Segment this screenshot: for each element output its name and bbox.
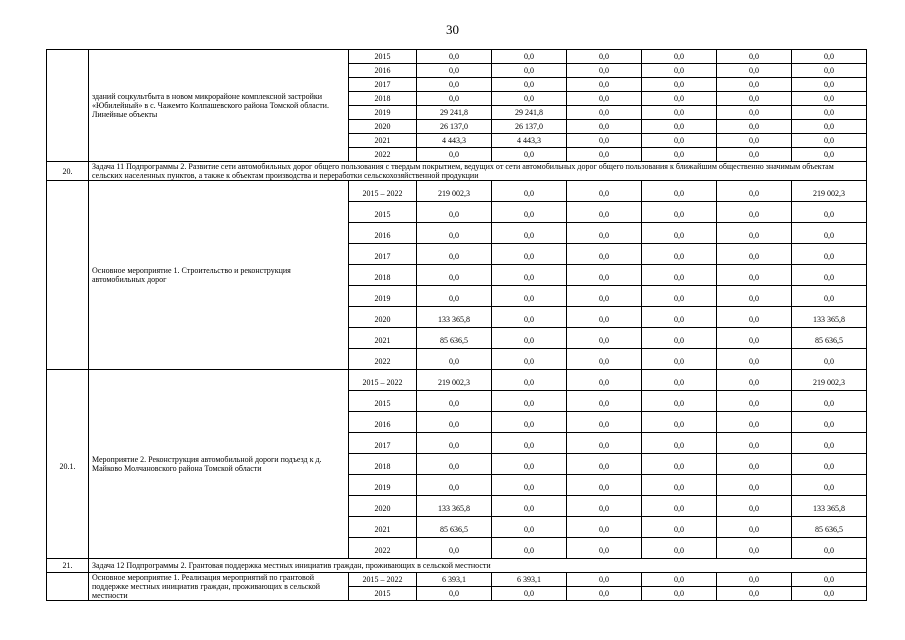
value-cell: 219 002,3 (417, 181, 492, 202)
value-cell: 0,0 (792, 64, 867, 78)
task-row (47, 559, 867, 573)
value-cell: 0,0 (567, 538, 642, 559)
value-cell: 0,0 (792, 573, 867, 587)
value-cell: 0,0 (642, 78, 717, 92)
value-cell: 0,0 (567, 120, 642, 134)
value-cell: 26 137,0 (417, 120, 492, 134)
value-cell: 0,0 (567, 78, 642, 92)
value-cell: 0,0 (642, 391, 717, 412)
value-cell: 0,0 (567, 202, 642, 223)
value-cell: 0,0 (642, 328, 717, 349)
value-cell: 0,0 (492, 349, 567, 370)
value-cell: 0,0 (792, 265, 867, 286)
value-cell: 0,0 (417, 454, 492, 475)
value-cell: 0,0 (717, 148, 792, 162)
value-cell: 0,0 (567, 286, 642, 307)
value-cell: 0,0 (792, 391, 867, 412)
task-row (47, 162, 867, 181)
year-cell: 2019 (349, 286, 417, 307)
year-cell: 2015 (349, 202, 417, 223)
value-cell: 0,0 (642, 454, 717, 475)
value-cell: 0,0 (567, 587, 642, 601)
value-cell: 0,0 (792, 148, 867, 162)
year-cell: 2022 (349, 349, 417, 370)
value-cell: 0,0 (417, 587, 492, 601)
year-cell: 2015 (349, 391, 417, 412)
value-cell: 4 443,3 (492, 134, 567, 148)
year-cell: 2015 (349, 50, 417, 64)
row-number: 20.1. (47, 370, 89, 559)
value-cell: 0,0 (717, 120, 792, 134)
table-row (47, 370, 867, 391)
budget-table (46, 49, 867, 601)
value-cell: 6 393,1 (492, 573, 567, 587)
value-cell: 0,0 (567, 307, 642, 328)
value-cell: 0,0 (417, 78, 492, 92)
value-cell: 0,0 (642, 286, 717, 307)
task-number: 20. (47, 162, 89, 181)
value-cell: 0,0 (417, 433, 492, 454)
year-cell: 2021 (349, 134, 417, 148)
table-row (47, 181, 867, 202)
year-cell: 2017 (349, 433, 417, 454)
value-cell: 0,0 (492, 433, 567, 454)
value-cell: 0,0 (492, 587, 567, 601)
value-cell: 0,0 (717, 134, 792, 148)
year-cell: 2019 (349, 475, 417, 496)
value-cell: 0,0 (717, 244, 792, 265)
value-cell: 0,0 (792, 92, 867, 106)
value-cell: 0,0 (717, 587, 792, 601)
value-cell: 0,0 (417, 92, 492, 106)
value-cell: 0,0 (717, 328, 792, 349)
value-cell: 0,0 (567, 517, 642, 538)
value-cell: 0,0 (567, 50, 642, 64)
value-cell: 0,0 (642, 134, 717, 148)
value-cell: 0,0 (792, 202, 867, 223)
task-text: Задача 11 Подпрограммы 2. Развитие сети автомобильных дорог общего пользования с твердым покрытием, ведущих от сети автомобильных дорог общего пользования к ближайшим общественно значимым объектам сельских населенных пунктов, а также к объектам производства и переработки сельскохозяйственной продукции (89, 162, 867, 181)
value-cell: 0,0 (567, 181, 642, 202)
value-cell: 0,0 (717, 286, 792, 307)
row-number (47, 181, 89, 370)
value-cell: 0,0 (642, 475, 717, 496)
value-cell: 0,0 (567, 573, 642, 587)
value-cell: 0,0 (642, 181, 717, 202)
value-cell: 0,0 (492, 286, 567, 307)
value-cell: 0,0 (717, 307, 792, 328)
value-cell: 0,0 (492, 265, 567, 286)
value-cell: 0,0 (642, 517, 717, 538)
value-cell: 0,0 (492, 244, 567, 265)
value-cell: 0,0 (792, 587, 867, 601)
value-cell: 0,0 (792, 454, 867, 475)
year-cell: 2017 (349, 244, 417, 265)
value-cell: 0,0 (492, 223, 567, 244)
value-cell: 0,0 (717, 573, 792, 587)
value-cell: 133 365,8 (792, 307, 867, 328)
value-cell: 0,0 (567, 223, 642, 244)
value-cell: 0,0 (417, 148, 492, 162)
value-cell: 0,0 (417, 349, 492, 370)
value-cell: 0,0 (642, 92, 717, 106)
value-cell: 0,0 (492, 412, 567, 433)
value-cell: 0,0 (417, 64, 492, 78)
year-cell: 2017 (349, 78, 417, 92)
value-cell: 0,0 (492, 454, 567, 475)
row-number (47, 573, 89, 601)
value-cell: 0,0 (792, 134, 867, 148)
value-cell: 0,0 (492, 307, 567, 328)
year-cell: 2016 (349, 223, 417, 244)
value-cell: 0,0 (492, 496, 567, 517)
value-cell: 0,0 (417, 202, 492, 223)
value-cell: 0,0 (642, 50, 717, 64)
value-cell: 0,0 (492, 78, 567, 92)
value-cell: 0,0 (717, 412, 792, 433)
value-cell: 0,0 (642, 202, 717, 223)
value-cell: 219 002,3 (417, 370, 492, 391)
value-cell: 0,0 (792, 223, 867, 244)
value-cell: 0,0 (417, 391, 492, 412)
table-row (47, 573, 867, 587)
value-cell: 0,0 (717, 106, 792, 120)
value-cell: 0,0 (717, 391, 792, 412)
value-cell: 133 365,8 (417, 307, 492, 328)
value-cell: 0,0 (567, 106, 642, 120)
year-cell: 2015 (349, 587, 417, 601)
value-cell: 0,0 (492, 181, 567, 202)
value-cell: 0,0 (417, 475, 492, 496)
value-cell: 0,0 (567, 496, 642, 517)
year-cell: 2020 (349, 120, 417, 134)
year-cell: 2018 (349, 454, 417, 475)
task-number: 21. (47, 559, 89, 573)
table-row (47, 50, 867, 64)
value-cell: 0,0 (642, 120, 717, 134)
activity-name: Мероприятие 2. Реконструкция автомобильной дороги подъезд к д. Майково Молчановского района Томской области (89, 370, 349, 559)
value-cell: 0,0 (567, 244, 642, 265)
value-cell: 0,0 (492, 50, 567, 64)
page-number: 30 (446, 22, 459, 37)
value-cell: 0,0 (792, 286, 867, 307)
value-cell: 0,0 (792, 50, 867, 64)
value-cell: 29 241,8 (492, 106, 567, 120)
table-body (47, 50, 867, 601)
value-cell: 0,0 (417, 412, 492, 433)
value-cell: 0,0 (792, 433, 867, 454)
value-cell: 0,0 (567, 92, 642, 106)
value-cell: 0,0 (492, 538, 567, 559)
row-number (47, 50, 89, 162)
value-cell: 219 002,3 (792, 181, 867, 202)
year-cell: 2020 (349, 496, 417, 517)
value-cell: 4 443,3 (417, 134, 492, 148)
year-cell: 2021 (349, 328, 417, 349)
task-text: Задача 12 Подпрограммы 2. Грантовая поддержка местных инициатив граждан, проживающих в сельской местности (89, 559, 867, 573)
value-cell: 26 137,0 (492, 120, 567, 134)
value-cell: 219 002,3 (792, 370, 867, 391)
value-cell: 85 636,5 (792, 328, 867, 349)
value-cell: 85 636,5 (417, 517, 492, 538)
value-cell: 0,0 (792, 120, 867, 134)
value-cell: 0,0 (417, 538, 492, 559)
value-cell: 0,0 (492, 517, 567, 538)
value-cell: 0,0 (792, 412, 867, 433)
year-cell: 2022 (349, 148, 417, 162)
value-cell: 133 365,8 (792, 496, 867, 517)
value-cell: 0,0 (492, 202, 567, 223)
value-cell: 0,0 (567, 64, 642, 78)
value-cell: 0,0 (417, 244, 492, 265)
value-cell: 85 636,5 (417, 328, 492, 349)
year-cell: 2016 (349, 412, 417, 433)
value-cell: 0,0 (717, 50, 792, 64)
value-cell: 0,0 (642, 587, 717, 601)
value-cell: 0,0 (492, 391, 567, 412)
value-cell: 0,0 (492, 148, 567, 162)
value-cell: 0,0 (717, 265, 792, 286)
value-cell: 0,0 (717, 78, 792, 92)
value-cell: 0,0 (417, 50, 492, 64)
value-cell: 0,0 (567, 349, 642, 370)
value-cell: 0,0 (717, 181, 792, 202)
value-cell: 0,0 (717, 223, 792, 244)
value-cell: 0,0 (717, 349, 792, 370)
value-cell: 0,0 (642, 538, 717, 559)
value-cell: 0,0 (642, 307, 717, 328)
value-cell: 0,0 (642, 265, 717, 286)
value-cell: 0,0 (417, 265, 492, 286)
year-cell: 2018 (349, 265, 417, 286)
value-cell: 0,0 (567, 433, 642, 454)
value-cell: 0,0 (642, 148, 717, 162)
value-cell: 0,0 (567, 412, 642, 433)
value-cell: 0,0 (717, 454, 792, 475)
value-cell: 0,0 (792, 538, 867, 559)
value-cell: 0,0 (417, 223, 492, 244)
year-cell: 2015 – 2022 (349, 370, 417, 391)
year-cell: 2016 (349, 64, 417, 78)
value-cell: 0,0 (717, 64, 792, 78)
value-cell: 0,0 (642, 64, 717, 78)
value-cell: 0,0 (567, 370, 642, 391)
value-cell: 0,0 (642, 412, 717, 433)
value-cell: 0,0 (792, 244, 867, 265)
year-cell: 2019 (349, 106, 417, 120)
value-cell: 0,0 (642, 106, 717, 120)
value-cell: 0,0 (792, 349, 867, 370)
year-cell: 2018 (349, 92, 417, 106)
value-cell: 0,0 (792, 78, 867, 92)
value-cell: 0,0 (717, 475, 792, 496)
value-cell: 85 636,5 (792, 517, 867, 538)
year-cell: 2022 (349, 538, 417, 559)
value-cell: 0,0 (642, 433, 717, 454)
value-cell: 0,0 (492, 475, 567, 496)
value-cell: 0,0 (492, 370, 567, 391)
value-cell: 0,0 (717, 538, 792, 559)
value-cell: 0,0 (492, 64, 567, 78)
value-cell: 0,0 (792, 106, 867, 120)
value-cell: 0,0 (717, 496, 792, 517)
year-cell: 2021 (349, 517, 417, 538)
value-cell: 0,0 (417, 286, 492, 307)
value-cell: 0,0 (642, 496, 717, 517)
year-cell: 2020 (349, 307, 417, 328)
value-cell: 0,0 (567, 391, 642, 412)
activity-name: Основное мероприятие 1. Реализация мероприятий по грантовой поддержке местных инициатив граждан, проживающих в сельской местности (89, 573, 349, 601)
value-cell: 0,0 (567, 265, 642, 286)
value-cell: 29 241,8 (417, 106, 492, 120)
value-cell: 0,0 (492, 328, 567, 349)
value-cell: 0,0 (567, 148, 642, 162)
value-cell: 0,0 (642, 370, 717, 391)
value-cell: 0,0 (642, 573, 717, 587)
value-cell: 0,0 (792, 475, 867, 496)
value-cell: 0,0 (492, 92, 567, 106)
value-cell: 0,0 (567, 454, 642, 475)
activity-name: Основное мероприятие 1. Строительство и реконструкция автомобильных дорог (89, 181, 349, 370)
value-cell: 0,0 (642, 349, 717, 370)
value-cell: 0,0 (717, 370, 792, 391)
value-cell: 0,0 (567, 328, 642, 349)
value-cell: 0,0 (642, 244, 717, 265)
value-cell: 0,0 (567, 134, 642, 148)
value-cell: 0,0 (567, 475, 642, 496)
value-cell: 6 393,1 (417, 573, 492, 587)
value-cell: 0,0 (717, 517, 792, 538)
value-cell: 0,0 (717, 92, 792, 106)
value-cell: 0,0 (717, 433, 792, 454)
year-cell: 2015 – 2022 (349, 181, 417, 202)
value-cell: 0,0 (717, 202, 792, 223)
year-cell: 2015 – 2022 (349, 573, 417, 587)
value-cell: 133 365,8 (417, 496, 492, 517)
value-cell: 0,0 (642, 223, 717, 244)
activity-name: зданий соцкультбыта в новом микрорайоне комплексной застройки «Юбилейный» в с. Чажемто Колпашевского района Томской области. Линейные объекты (89, 50, 349, 162)
